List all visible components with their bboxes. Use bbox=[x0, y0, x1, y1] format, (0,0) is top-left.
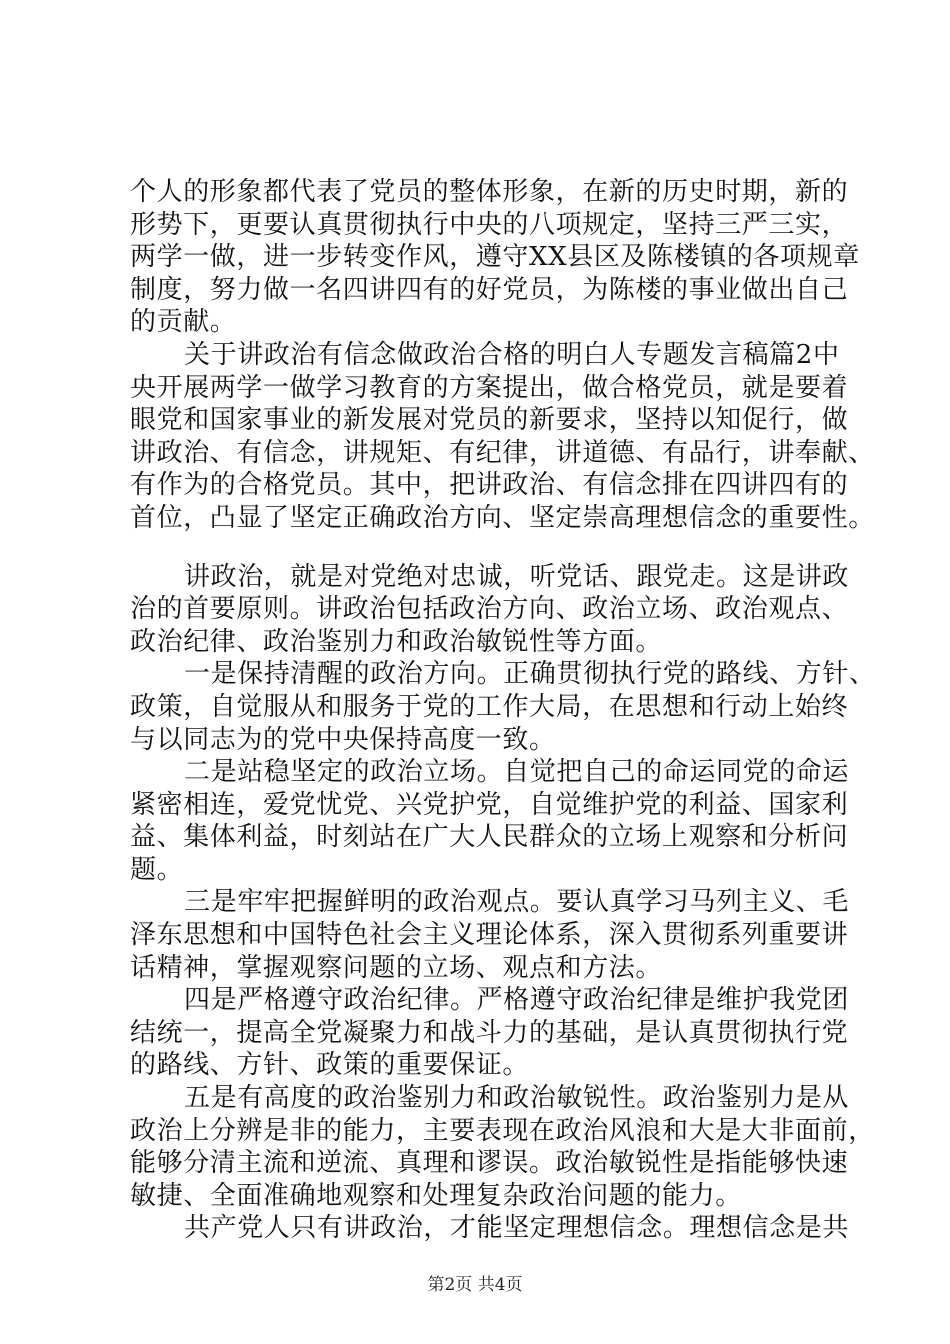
text-line: 央开展两学一做学习教育的方案提出，做合格党员，就是要着 bbox=[130, 372, 849, 403]
text-line: 紧密相连，爱党忧党、兴党护党，自觉维护党的利益、国家利 bbox=[130, 789, 849, 820]
text-line: 两学一做，进一步转变作风，遵守XX县区及陈楼镇的各项规章 bbox=[130, 242, 860, 273]
text-line: 结统一，提高全党凝聚力和战斗力的基础，是认真贯彻执行党 bbox=[130, 1017, 849, 1048]
text-line: 四是严格遵守政治纪律。严格遵守政治纪律是维护我党团 bbox=[184, 985, 850, 1016]
text-line: 题。 bbox=[130, 854, 184, 885]
text-line: 形势下，更要认真贯彻执行中央的八项规定，坚持三严三实， bbox=[130, 209, 849, 240]
text-line: 政策，自觉服从和服务于党的工作大局，在思想和行动上始终 bbox=[130, 691, 849, 722]
text-line: 治的首要原则。讲政治包括政治方向、政治立场、政治观点、 bbox=[130, 594, 849, 625]
paragraph-gap bbox=[130, 535, 824, 561]
text-line: 能够分清主流和逆流、真理和谬误。政治敏锐性是指能够快速 bbox=[130, 1148, 849, 1179]
text-line: 关于讲政治有信念做政治合格的明白人专题发言稿篇2中 bbox=[184, 339, 840, 370]
text-line: 政治上分辨是非的能力，主要表现在政治风浪和大是大非面前， bbox=[130, 1115, 875, 1146]
text-line: 三是牢牢把握鲜明的政治观点。要认真学习马列主义、毛 bbox=[184, 887, 850, 918]
text-line: 二是站稳坚定的政治立场。自觉把自己的命运同党的命运 bbox=[184, 757, 850, 788]
text-line: 一是保持清醒的政治方向。正确贯彻执行党的路线、方针、 bbox=[184, 659, 876, 690]
text-line: 制度，努力做一名四讲四有的好党员，为陈楼的事业做出自己 bbox=[130, 274, 849, 305]
text-line: 共产党人只有讲政治，才能坚定理想信念。理想信念是共 bbox=[184, 1213, 850, 1244]
text-line: 泽东思想和中国特色社会主义理论体系，深入贯彻系列重要讲 bbox=[130, 920, 849, 951]
text-line: 讲政治，就是对党绝对忠诚，听党话、跟党走。这是讲政 bbox=[184, 561, 850, 592]
text-line: 五是有高度的政治鉴别力和政治敏锐性。政治鉴别力是从 bbox=[184, 1083, 850, 1114]
text-line: 首位，凸显了坚定正确政治方向、坚定崇高理想信念的重要性。 bbox=[130, 502, 875, 533]
text-line: 敏捷、全面准确地观察和处理复杂政治问题的能力。 bbox=[130, 1180, 742, 1211]
document-body bbox=[130, 176, 876, 1245]
text-line: 政治纪律、政治鉴别力和政治敏锐性等方面。 bbox=[130, 626, 663, 657]
text-line: 眼党和国家事业的新发展对党员的新要求，坚持以知促行，做 bbox=[130, 405, 849, 436]
text-line: 与以同志为的党中央保持高度一致。 bbox=[130, 724, 556, 755]
page-number: 第2页 共4页 bbox=[427, 1275, 523, 1295]
text-line: 讲政治、有信念，讲规矩、有纪律，讲道德、有品行，讲奉献、 bbox=[130, 437, 875, 468]
text-line: 话精神，掌握观察问题的立场、观点和方法。 bbox=[130, 952, 663, 983]
text-line: 个人的形象都代表了党员的整体形象，在新的历史时期，新的 bbox=[130, 177, 849, 207]
text-line: 的贡献。 bbox=[130, 307, 237, 338]
text-line: 的路线、方针、政策的重要保证。 bbox=[130, 1050, 530, 1081]
text-line: 有作为的合格党员。其中，把讲政治、有信念排在四讲四有的 bbox=[130, 470, 849, 501]
text-line: 益、集体利益，时刻站在广大人民群众的立场上观察和分析问 bbox=[130, 822, 849, 853]
